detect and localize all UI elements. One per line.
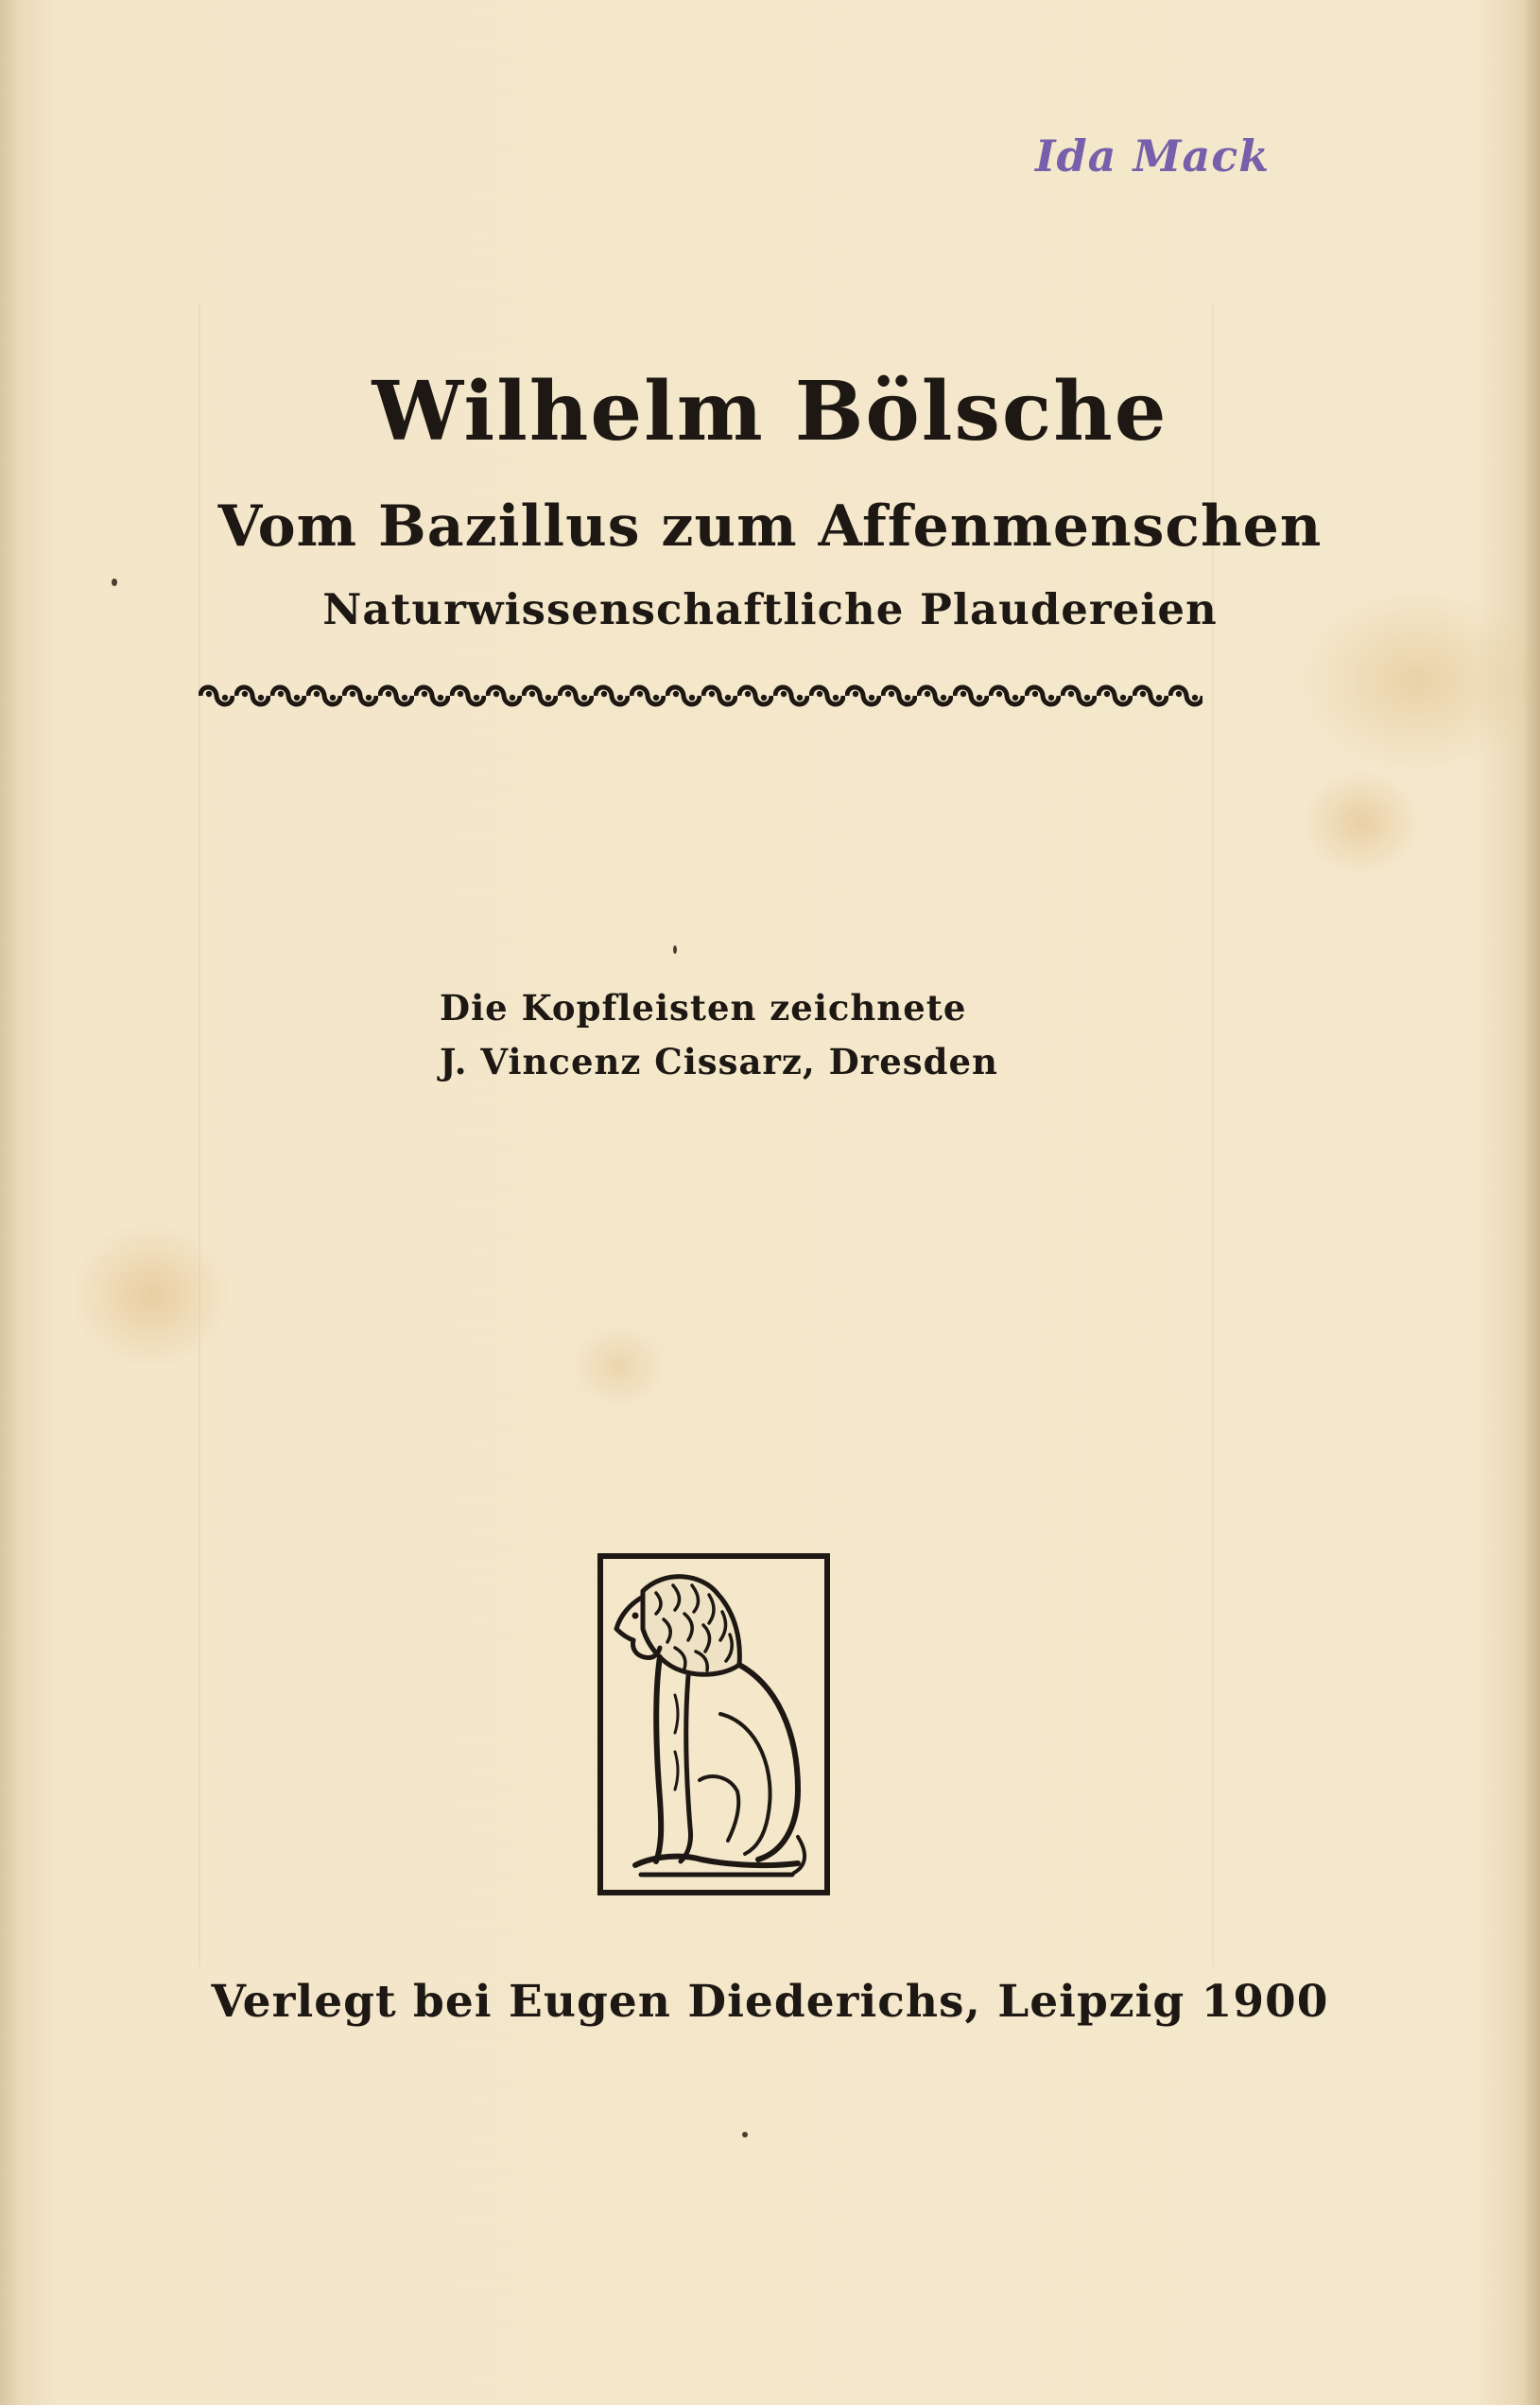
credit-line-2: J. Vincenz Cissarz, Dresden	[440, 1041, 998, 1082]
book-subtitle: Naturwissenschaftliche Plaudereien	[322, 584, 1218, 634]
book-title: Vom Bazillus zum Affenmenschen	[217, 493, 1323, 560]
paper-speck	[673, 945, 677, 954]
owner-stamp: Ida Mack	[1035, 130, 1271, 182]
paper-speck	[112, 579, 117, 586]
wave-ornament-icon	[199, 679, 1203, 713]
seated-lion-icon	[597, 1553, 830, 1895]
illustrator-credit	[440, 981, 998, 1089]
credit-line-1: Die Kopfleisten zeichnete	[440, 987, 967, 1029]
paper-speck	[742, 2132, 748, 2137]
author-name: Wilhelm Bölsche	[372, 364, 1168, 459]
publisher-imprint: Verlegt bei Eugen Diederichs, Leipzig 1900	[211, 1976, 1329, 2028]
